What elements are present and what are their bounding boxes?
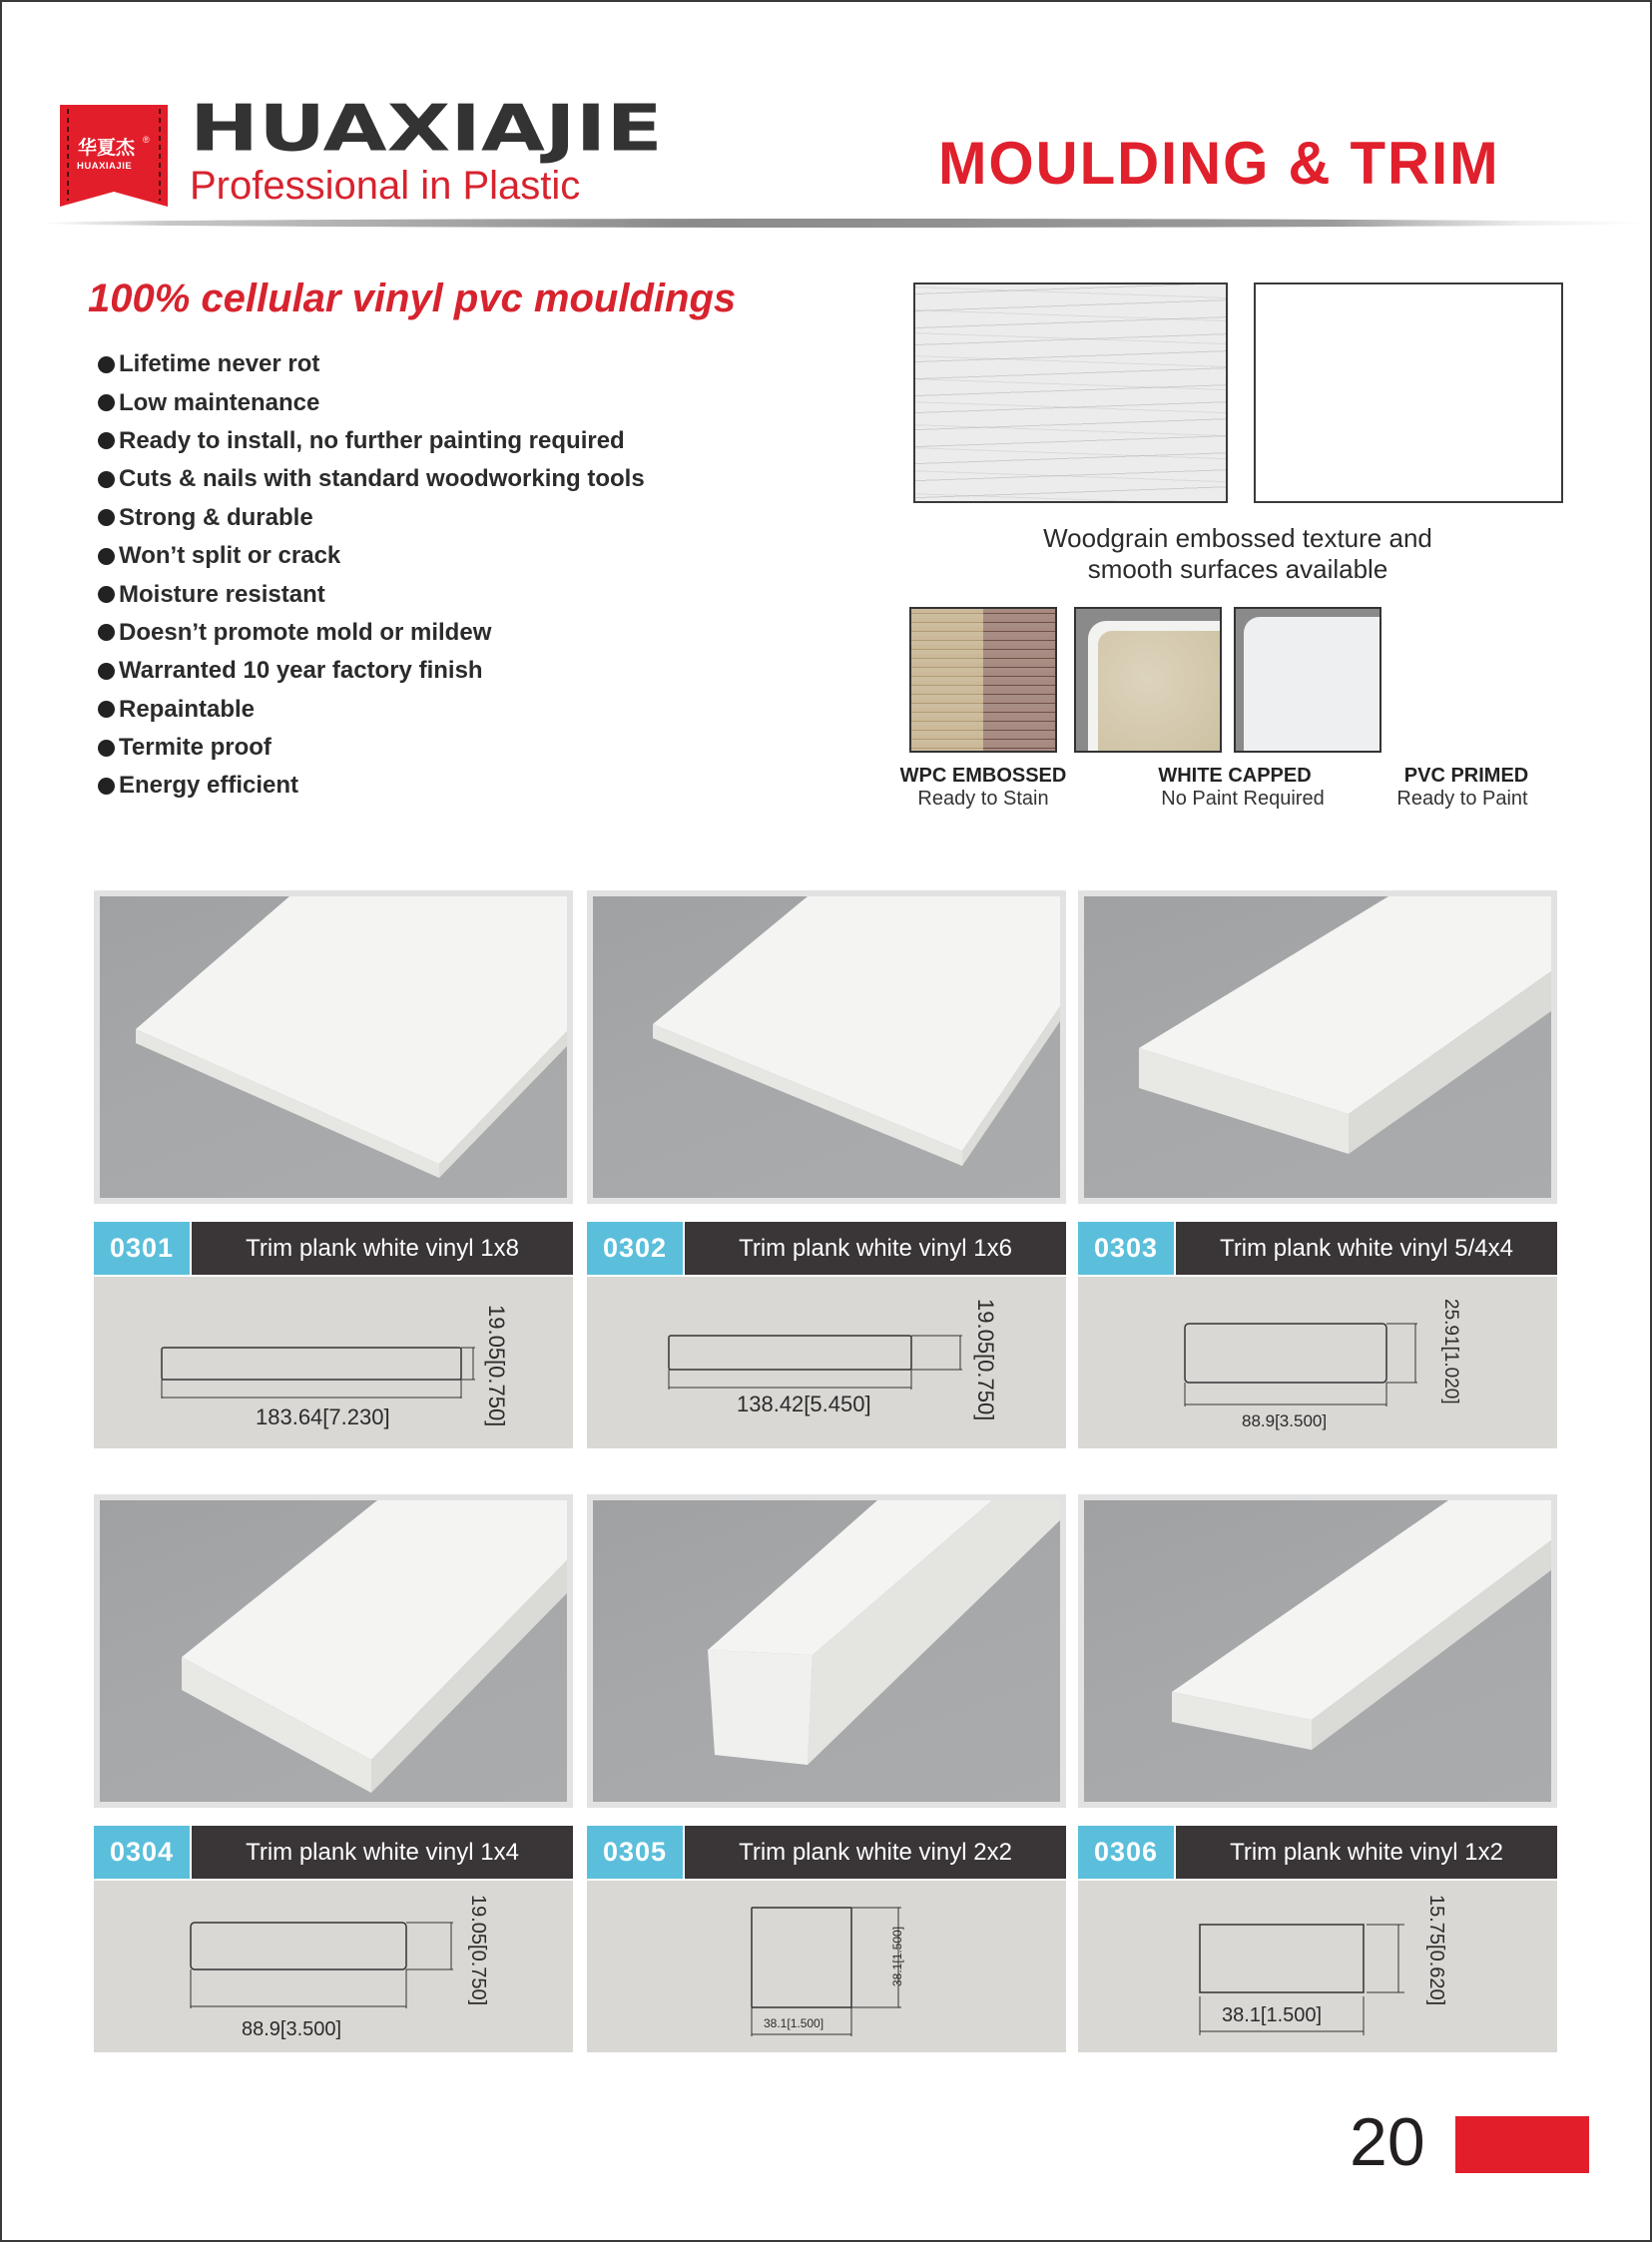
width-dimension: 38.1[1.500] [1222, 2004, 1323, 2026]
finish-subtitle: Ready to Stain [917, 788, 1049, 810]
profile-diagram [94, 1277, 573, 1448]
product-header [587, 1826, 1066, 1879]
width-dimension: 138.42[5.450] [737, 1392, 871, 1416]
height-dimension: 25.91[1.020] [1440, 1299, 1461, 1404]
feature-item: Moisture resistant [98, 575, 645, 613]
product-photo [587, 890, 1066, 1204]
trim-plank-image [1084, 896, 1551, 1198]
feature-item: Lifetime never rot [98, 345, 645, 383]
brand-name: HUAXIAJIE [190, 90, 663, 166]
bullet-icon [98, 509, 115, 526]
product-photo [94, 890, 573, 1204]
product-title: Trim plank white vinyl 1x6 [685, 1222, 1066, 1275]
pvc-primed-swatch [1234, 607, 1381, 753]
feature-item: Termite proof [98, 729, 645, 767]
product-card-0306 [1078, 1494, 1557, 2052]
registered-mark: ® [143, 135, 150, 145]
finish-title: WHITE CAPPED [1158, 765, 1312, 787]
product-card-0301 [94, 890, 573, 1448]
product-code: 0303 [1078, 1222, 1174, 1275]
feature-item: Doesn’t promote mold or mildew [98, 614, 645, 652]
product-title: Trim plank white vinyl 1x4 [192, 1826, 573, 1879]
logo-latin: HUAXIAJIE [77, 161, 133, 172]
bullet-icon [98, 624, 115, 641]
feature-item: Strong & durable [98, 499, 645, 537]
woodgrain-texture-image [913, 282, 1228, 503]
feature-item: Won’t split or crack [98, 537, 645, 575]
trim-plank-image [593, 896, 1060, 1198]
product-card-0303 [1078, 890, 1557, 1448]
product-header [1078, 1222, 1557, 1275]
trim-plank-image [100, 1500, 567, 1802]
brand-tagline: Professional in Plastic [190, 164, 581, 208]
feature-item: Energy efficient [98, 767, 645, 805]
feature-item: Cuts & nails with standard woodworking tools [98, 460, 645, 498]
bullet-icon [98, 663, 115, 680]
feature-list [98, 345, 645, 806]
finish-subtitle: Ready to Paint [1396, 788, 1528, 810]
product-header [94, 1222, 573, 1275]
finish-title: WPC EMBOSSED [899, 765, 1067, 787]
height-dimension: 15.75[0.620] [1425, 1895, 1447, 2006]
trim-plank-image [100, 896, 567, 1198]
bullet-icon [98, 394, 115, 411]
feature-item: Ready to install, no further painting required [98, 422, 645, 460]
product-card-0302 [587, 890, 1066, 1448]
profile-drawing [587, 1881, 1066, 2052]
profile-diagram [587, 1881, 1066, 2052]
height-dimension: 19.05[0.750] [484, 1305, 509, 1427]
product-header [587, 1222, 1066, 1275]
product-photo [94, 1494, 573, 1808]
bullet-icon [98, 586, 115, 603]
bullet-icon [98, 778, 115, 795]
product-photo [1078, 890, 1557, 1204]
product-code: 0302 [587, 1222, 683, 1275]
product-title: Trim plank white vinyl 5/4x4 [1176, 1222, 1557, 1275]
width-dimension: 38.1[1.500] [764, 2016, 825, 2030]
product-card-0304 [94, 1494, 573, 2052]
profile-diagram [1078, 1277, 1557, 1448]
product-title: Trim plank white vinyl 1x8 [192, 1222, 573, 1275]
product-code: 0304 [94, 1826, 190, 1879]
product-title: Trim plank white vinyl 1x2 [1176, 1826, 1557, 1879]
bullet-icon [98, 548, 115, 565]
bullet-icon [98, 740, 115, 757]
finish-title: PVC PRIMED [1403, 765, 1529, 787]
product-title: Trim plank white vinyl 2x2 [685, 1826, 1066, 1879]
width-dimension: 88.9[3.500] [1242, 1411, 1328, 1430]
profile-diagram [587, 1277, 1066, 1448]
bullet-icon [98, 432, 115, 449]
product-code: 0305 [587, 1826, 683, 1879]
product-header [1078, 1826, 1557, 1879]
product-header [94, 1826, 573, 1879]
white-capped-swatch [1074, 607, 1222, 753]
header-divider [40, 219, 1652, 228]
profile-diagram [94, 1881, 573, 2052]
feature-item: Repaintable [98, 691, 645, 729]
product-card-0305 [587, 1494, 1066, 2052]
profile-drawing [1078, 1881, 1557, 2052]
width-dimension: 88.9[3.500] [242, 2018, 342, 2040]
wpc-embossed-swatch [909, 607, 1057, 753]
product-photo [1078, 1494, 1557, 1808]
feature-item: Low maintenance [98, 383, 645, 421]
height-dimension: 38.1[1.500] [890, 1926, 904, 1986]
trim-plank-image [593, 1500, 1060, 1802]
page-category-title: MOULDING & TRIM [938, 130, 1500, 197]
intro-title: 100% cellular vinyl pvc mouldings [88, 277, 737, 320]
product-code: 0306 [1078, 1826, 1174, 1879]
finish-subtitle: No Paint Required [1161, 788, 1325, 810]
height-dimension: 19.05[0.750] [973, 1299, 998, 1421]
width-dimension: 183.64[7.230] [256, 1404, 390, 1429]
bullet-icon [98, 471, 115, 488]
height-dimension: 19.05[0.750] [467, 1895, 489, 2006]
logo-chinese: 华夏杰 [78, 137, 136, 159]
trim-plank-image [1084, 1500, 1551, 1802]
smooth-texture-image [1254, 282, 1563, 503]
product-photo [587, 1494, 1066, 1808]
texture-caption: Woodgrain embossed texture and smooth surfaces available [1043, 523, 1432, 584]
feature-item: Warranted 10 year factory finish [98, 652, 645, 690]
bullet-icon [98, 701, 115, 718]
product-code: 0301 [94, 1222, 190, 1275]
profile-diagram [1078, 1881, 1557, 2052]
bullet-icon [98, 356, 115, 373]
logo-banner [60, 105, 168, 207]
page-accent-bar [1455, 2116, 1589, 2173]
page-number: 20 [1350, 2104, 1425, 2180]
